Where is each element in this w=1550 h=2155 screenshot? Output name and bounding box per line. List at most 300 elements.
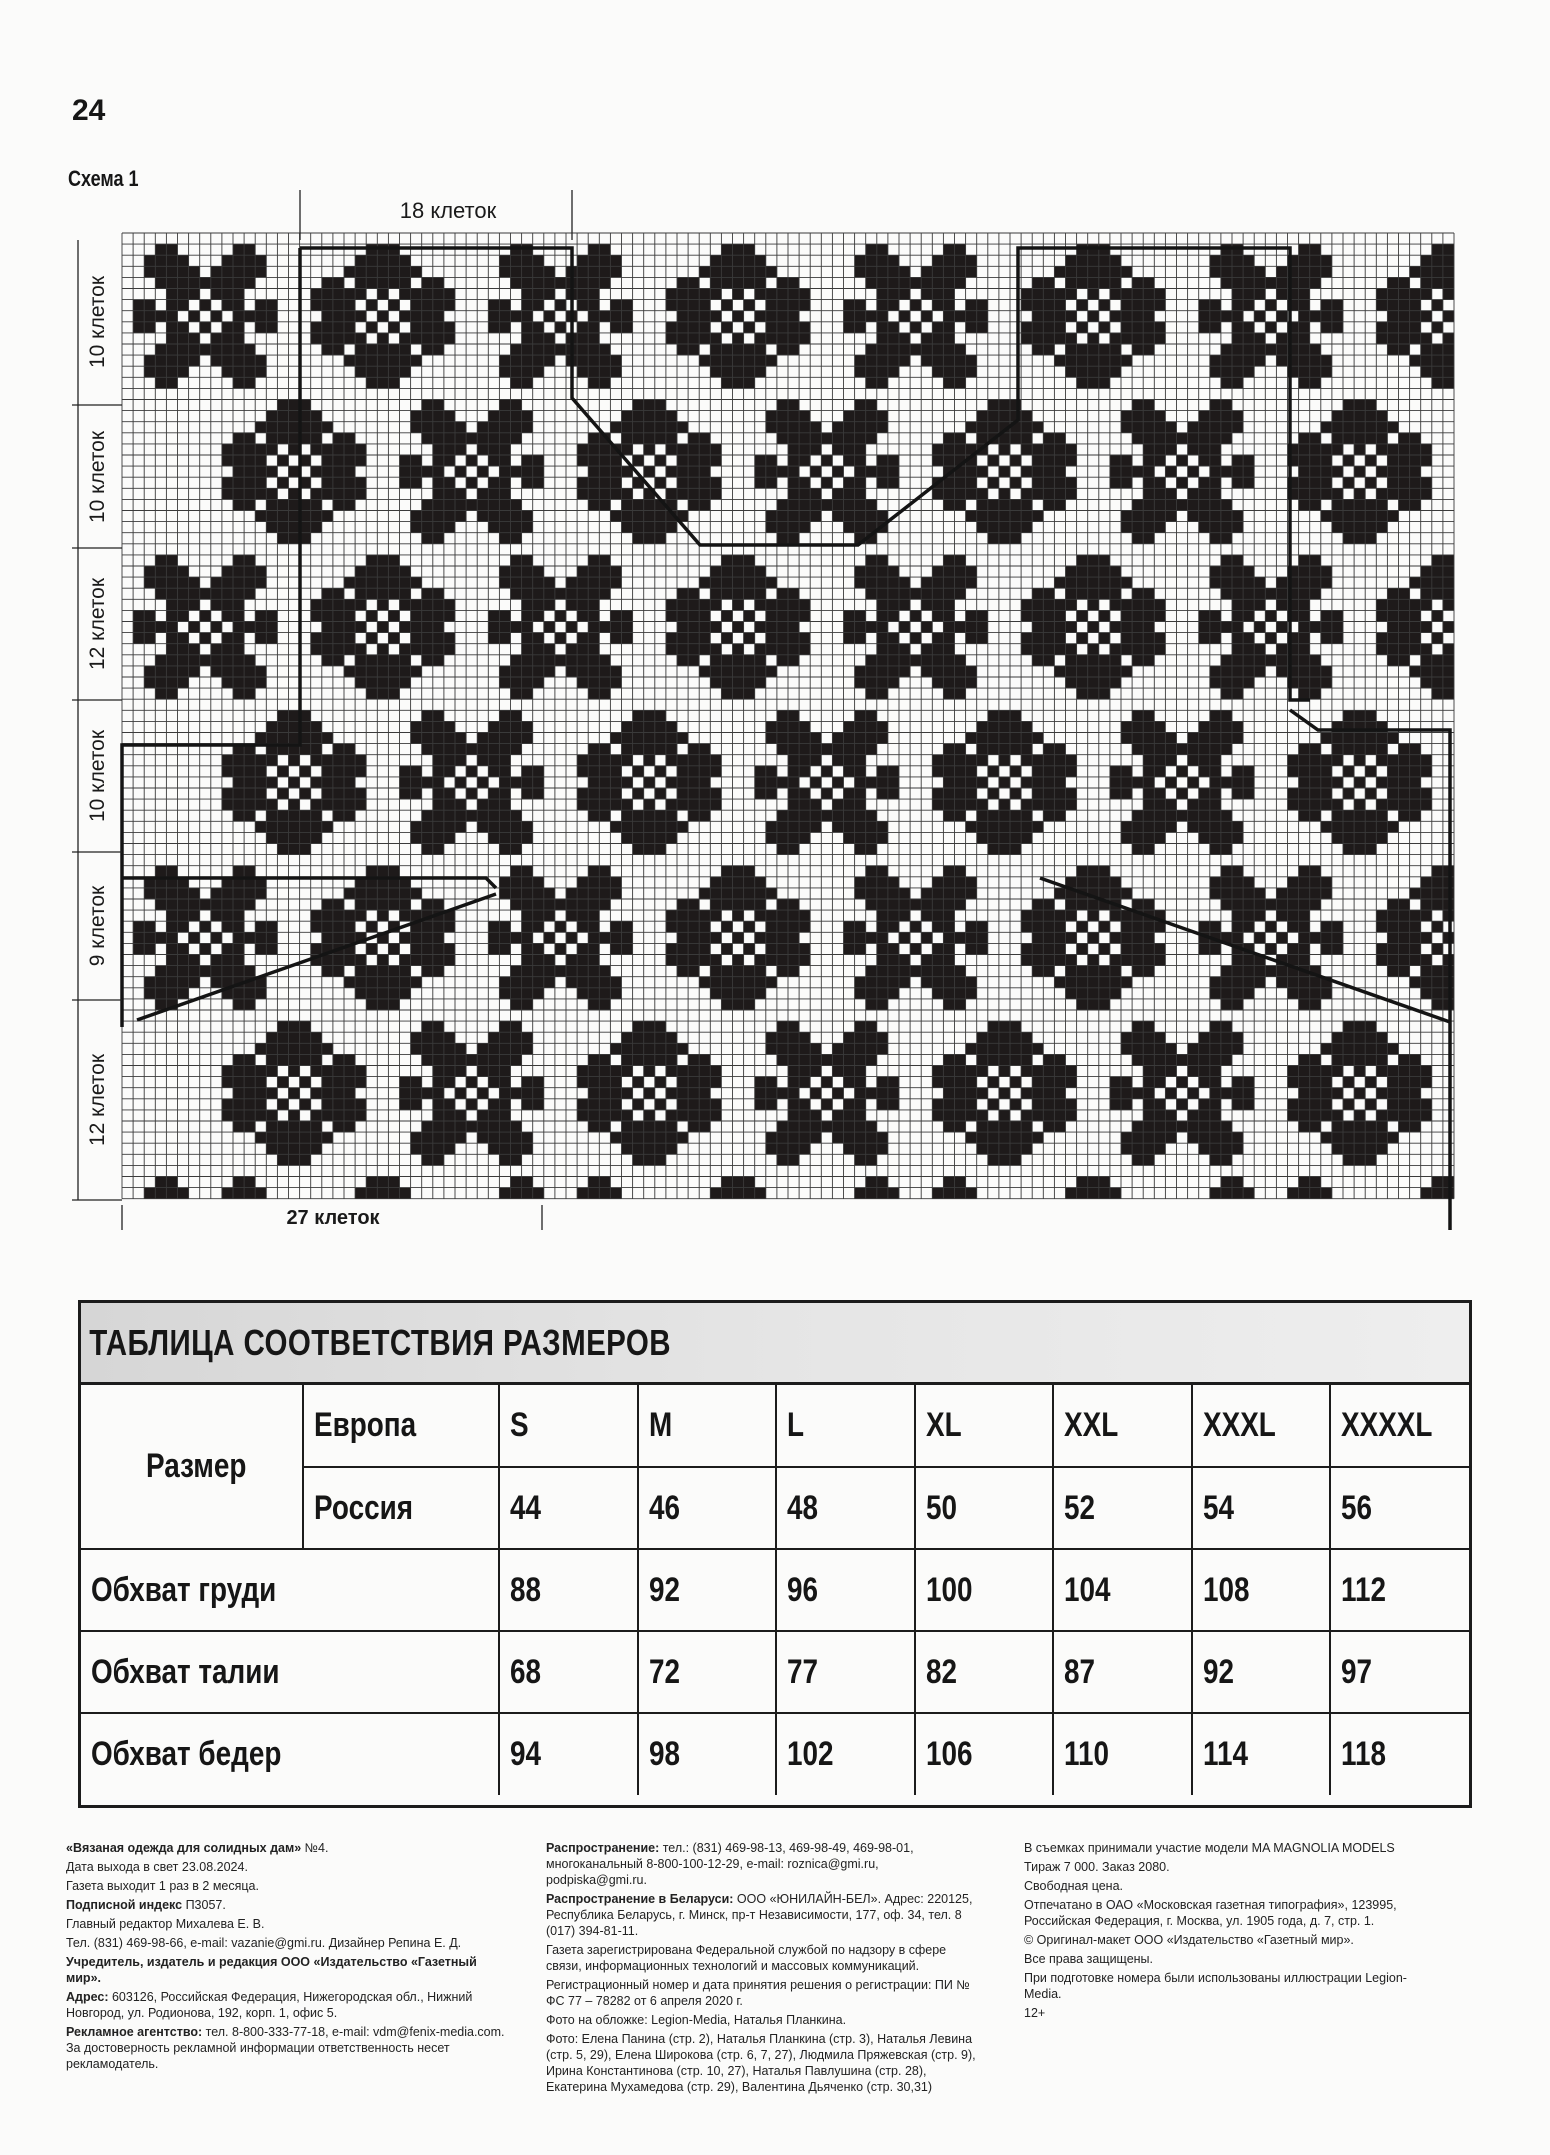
motif-cell (1432, 943, 1443, 954)
motif-cell (832, 422, 843, 433)
motif-cell (455, 511, 466, 522)
motif-cell (788, 300, 799, 311)
motif-cell (1043, 644, 1054, 655)
motif-cell (189, 344, 200, 355)
motif-cell (433, 721, 444, 732)
motif-cell (1321, 422, 1332, 433)
motif-cell (533, 344, 544, 355)
motif-cell (166, 921, 177, 932)
motif-cell (877, 588, 888, 599)
motif-cell (1410, 1088, 1421, 1099)
size-label: Размер (81, 1385, 303, 1549)
motif-cell (411, 888, 422, 899)
motif-cell (411, 333, 422, 344)
motif-cell (222, 610, 233, 621)
motif-cell (244, 255, 255, 266)
motif-cell (422, 1088, 433, 1099)
motif-cell (1254, 910, 1265, 921)
motif-cell (1365, 433, 1376, 444)
motif-cell (166, 1177, 177, 1188)
motif-cell (1321, 633, 1332, 644)
motif-cell (1421, 677, 1432, 688)
motif-cell (311, 433, 322, 444)
motif-cell (1088, 932, 1099, 943)
motif-cell (999, 1143, 1010, 1154)
motif-cell (1321, 366, 1332, 377)
motif-cell (921, 311, 932, 322)
motif-cell (189, 588, 200, 599)
measure-value: 97 (1330, 1631, 1469, 1713)
motif-cell (1299, 477, 1310, 488)
motif-cell (1121, 788, 1132, 799)
motif-cell (311, 411, 322, 422)
motif-cell (522, 1132, 533, 1143)
motif-cell (588, 477, 599, 488)
motif-cell (422, 899, 433, 910)
motif-cell (244, 866, 255, 877)
motif-cell (1254, 344, 1265, 355)
motif-cell (921, 344, 932, 355)
motif-cell (433, 322, 444, 333)
motif-cell (744, 943, 755, 954)
motif-cell (988, 499, 999, 510)
motif-cell (855, 400, 866, 411)
motif-cell (211, 355, 222, 366)
motif-cell (1299, 1121, 1310, 1132)
motif-cell (1077, 921, 1088, 932)
motif-cell (155, 622, 166, 633)
motif-cell (499, 366, 510, 377)
motif-cell (1376, 499, 1387, 510)
motif-cell (488, 1143, 499, 1154)
motif-cell (1343, 533, 1354, 544)
motif-cell (1365, 1132, 1376, 1143)
motif-cell (1432, 999, 1443, 1010)
motif-cell (688, 655, 699, 666)
motif-cell (910, 344, 921, 355)
motif-cell (366, 377, 377, 388)
motif-cell (1077, 588, 1088, 599)
motif-cell (899, 289, 910, 300)
motif-cell (366, 666, 377, 677)
motif-cell (1110, 977, 1121, 988)
motif-cell (1021, 322, 1032, 333)
motif-cell (244, 688, 255, 699)
motif-cell (1387, 821, 1398, 832)
motif-cell (655, 1099, 666, 1110)
motif-cell (244, 966, 255, 977)
motif-cell (499, 1043, 510, 1054)
motif-cell (322, 1077, 333, 1088)
motif-cell (577, 1066, 588, 1077)
motif-cell (144, 577, 155, 588)
motif-cell (322, 966, 333, 977)
motif-cell (943, 755, 954, 766)
motif-cell (899, 932, 910, 943)
motif-cell (344, 333, 355, 344)
motif-cell (522, 655, 533, 666)
motif-cell (1243, 477, 1254, 488)
motif-cell (1043, 477, 1054, 488)
motif-cell (1399, 588, 1410, 599)
motif-cell (1376, 1132, 1387, 1143)
motif-cell (1332, 1066, 1343, 1077)
motif-cell (877, 622, 888, 633)
motif-cell (977, 755, 988, 766)
motif-cell (1310, 899, 1321, 910)
motif-cell (1010, 810, 1021, 821)
motif-cell (1310, 366, 1321, 377)
footer-line: Рекламное агентство: тел. 8-800-333-77-18, e-mail: vdm@fenix-media.com. За достоверность рекламной информации ответственность несет рекламодатель. (66, 2025, 505, 2071)
motif-cell (844, 522, 855, 533)
footer-line: Главный редактор Михалева Е. В. (66, 1917, 265, 1931)
motif-cell (932, 877, 943, 888)
motif-cell (499, 821, 510, 832)
motif-cell (1132, 499, 1143, 510)
motif-cell (888, 788, 899, 799)
motif-cell (766, 599, 777, 610)
motif-cell (588, 921, 599, 932)
motif-cell (1110, 477, 1121, 488)
motif-cell (899, 311, 910, 322)
motif-cell (1354, 1021, 1365, 1032)
motif-cell (344, 577, 355, 588)
motif-cell (1299, 910, 1310, 921)
motif-cell (1276, 266, 1287, 277)
motif-cell (433, 1099, 444, 1110)
motif-cell (1021, 1043, 1032, 1054)
motif-cell (1243, 1188, 1254, 1199)
motif-cell (610, 577, 621, 588)
motif-cell (610, 488, 621, 499)
motif-cell (499, 1121, 510, 1132)
motif-cell (943, 1054, 954, 1065)
motif-cell (1032, 477, 1043, 488)
motif-cell (1054, 633, 1065, 644)
motif-cell (588, 377, 599, 388)
motif-cell (1310, 888, 1321, 899)
motif-cell (1321, 733, 1332, 744)
motif-cell (1376, 1032, 1387, 1043)
motif-cell (932, 577, 943, 588)
motif-cell (222, 488, 233, 499)
motif-cell (155, 688, 166, 699)
motif-cell (1254, 666, 1265, 677)
motif-cell (855, 766, 866, 777)
motif-cell (1243, 1099, 1254, 1110)
motif-cell (677, 488, 688, 499)
motif-cell (1032, 1077, 1043, 1088)
motif-cell (888, 588, 899, 599)
motif-cell (599, 366, 610, 377)
motif-cell (200, 588, 211, 599)
motif-cell (866, 932, 877, 943)
motif-cell (377, 566, 388, 577)
motif-cell (433, 511, 444, 522)
motif-cell (233, 1177, 244, 1188)
motif-cell (244, 999, 255, 1010)
motif-cell (522, 455, 533, 466)
motif-cell (577, 599, 588, 610)
motif-cell (433, 777, 444, 788)
motif-cell (877, 244, 888, 255)
motif-cell (499, 977, 510, 988)
motif-cell (1221, 966, 1232, 977)
motif-cell (1387, 777, 1398, 788)
motif-cell (1121, 289, 1132, 300)
motif-cell (222, 444, 233, 455)
motif-cell (955, 344, 966, 355)
motif-cell (566, 955, 577, 966)
motif-cell (255, 766, 266, 777)
motif-cell (289, 411, 300, 422)
motif-cell (710, 799, 721, 810)
motif-cell (1210, 477, 1221, 488)
motif-cell (677, 799, 688, 810)
motif-cell (1410, 633, 1421, 644)
motif-cell (1232, 655, 1243, 666)
motif-cell (610, 477, 621, 488)
motif-cell (1310, 866, 1321, 877)
motif-cell (488, 477, 499, 488)
motif-cell (522, 588, 533, 599)
motif-cell (1376, 466, 1387, 477)
motif-cell (777, 610, 788, 621)
motif-cell (1021, 1066, 1032, 1077)
motif-cell (1421, 988, 1432, 999)
motif-cell (1410, 921, 1421, 932)
motif-cell (1221, 1021, 1232, 1032)
motif-cell (1421, 277, 1432, 288)
motif-cell (577, 566, 588, 577)
motif-cell (311, 943, 322, 954)
motif-cell (988, 455, 999, 466)
motif-cell (244, 311, 255, 322)
motif-cell (777, 1021, 788, 1032)
motif-cell (622, 755, 633, 766)
motif-cell (311, 422, 322, 433)
motif-cell (1299, 1177, 1310, 1188)
motif-cell (733, 655, 744, 666)
motif-cell (388, 610, 399, 621)
motif-cell (677, 633, 688, 644)
motif-cell (966, 610, 977, 621)
motif-cell (688, 289, 699, 300)
motif-cell (844, 799, 855, 810)
motif-cell (377, 277, 388, 288)
motif-cell (955, 366, 966, 377)
motif-cell (566, 599, 577, 610)
motif-cell (300, 1043, 311, 1054)
motif-cell (422, 832, 433, 843)
motif-cell (222, 955, 233, 966)
motif-cell (1188, 1054, 1199, 1065)
motif-cell (1199, 1132, 1210, 1143)
motif-cell (366, 566, 377, 577)
motif-cell (1043, 277, 1054, 288)
motif-cell (588, 289, 599, 300)
motif-cell (411, 733, 422, 744)
motif-cell (832, 511, 843, 522)
motif-cell (799, 1054, 810, 1065)
motif-cell (144, 255, 155, 266)
motif-cell (1165, 499, 1176, 510)
motif-cell (1132, 899, 1143, 910)
motif-cell (932, 766, 943, 777)
motif-cell (588, 966, 599, 977)
motif-cell (1276, 599, 1287, 610)
motif-cell (599, 766, 610, 777)
motif-cell (144, 322, 155, 333)
motif-cell (433, 1043, 444, 1054)
motif-cell (322, 921, 333, 932)
motif-cell (777, 1088, 788, 1099)
motif-cell (1143, 1054, 1154, 1065)
motif-cell (1165, 1088, 1176, 1099)
motif-cell (699, 644, 710, 655)
motif-cell (877, 633, 888, 644)
motif-cell (588, 744, 599, 755)
motif-cell (1143, 766, 1154, 777)
motif-cell (744, 633, 755, 644)
motif-cell (999, 710, 1010, 721)
motif-cell (1077, 1177, 1088, 1188)
motif-cell (488, 744, 499, 755)
motif-cell (533, 289, 544, 300)
motif-cell (377, 866, 388, 877)
motif-cell (799, 599, 810, 610)
motif-cell (777, 533, 788, 544)
motif-cell (777, 333, 788, 344)
motif-cell (577, 899, 588, 910)
motif-cell (311, 1121, 322, 1132)
motif-cell (988, 844, 999, 855)
motif-cell (677, 733, 688, 744)
motif-cell (1332, 832, 1343, 843)
motif-cell (166, 644, 177, 655)
motif-cell (300, 821, 311, 832)
motif-cell (233, 466, 244, 477)
motif-cell (799, 1043, 810, 1054)
motif-cell (688, 277, 699, 288)
motif-cell (943, 677, 954, 688)
motif-cell (666, 1066, 677, 1077)
motif-cell (1132, 1088, 1143, 1099)
motif-cell (655, 455, 666, 466)
motif-cell (777, 1121, 788, 1132)
motif-cell (844, 300, 855, 311)
motif-cell (955, 433, 966, 444)
motif-cell (433, 311, 444, 322)
motif-cell (400, 677, 411, 688)
motif-cell (588, 932, 599, 943)
motif-cell (1410, 777, 1421, 788)
motif-cell (888, 921, 899, 932)
motif-cell (422, 499, 433, 510)
motif-cell (966, 977, 977, 988)
motif-cell (522, 977, 533, 988)
motif-cell (1376, 333, 1387, 344)
measure-value: 108 (1192, 1549, 1331, 1631)
motif-cell (455, 466, 466, 477)
motif-cell (1132, 644, 1143, 655)
motif-cell (1165, 422, 1176, 433)
motif-cell (866, 733, 877, 744)
motif-cell (1088, 644, 1099, 655)
motif-cell (222, 1188, 233, 1199)
motif-cell (499, 710, 510, 721)
motif-cell (422, 1154, 433, 1165)
motif-cell (1232, 333, 1243, 344)
motif-cell (477, 511, 488, 522)
motif-cell (1177, 1077, 1188, 1088)
motif-cell (1432, 566, 1443, 577)
motif-cell (388, 866, 399, 877)
motif-cell (522, 1177, 533, 1188)
motif-cell (277, 522, 288, 533)
motif-cell (633, 1077, 644, 1088)
motif-cell (322, 300, 333, 311)
motif-cell (733, 932, 744, 943)
motif-cell (155, 866, 166, 877)
motif-cell (610, 988, 621, 999)
motif-cell (355, 455, 366, 466)
motif-cell (1177, 788, 1188, 799)
motif-cell (133, 943, 144, 954)
motif-cell (1332, 633, 1343, 644)
motif-cell (955, 977, 966, 988)
motif-cell (311, 1032, 322, 1043)
motif-cell (610, 921, 621, 932)
motif-cell (233, 333, 244, 344)
motif-cell (877, 988, 888, 999)
motif-cell (433, 610, 444, 621)
motif-cell (255, 488, 266, 499)
motif-cell (1210, 888, 1221, 899)
motif-cell (244, 755, 255, 766)
motif-cell (1243, 344, 1254, 355)
motif-cell (289, 810, 300, 821)
motif-cell (1143, 943, 1154, 954)
motif-cell (166, 289, 177, 300)
motif-cell (377, 988, 388, 999)
motif-cell (1099, 877, 1110, 888)
motif-cell (522, 300, 533, 311)
motif-cell (1121, 888, 1132, 899)
motif-cell (366, 688, 377, 699)
motif-cell (1321, 921, 1332, 932)
motif-cell (677, 344, 688, 355)
motif-cell (1021, 289, 1032, 300)
motif-cell (844, 943, 855, 954)
motif-cell (1143, 444, 1154, 455)
motif-cell (488, 522, 499, 533)
motif-cell (832, 799, 843, 810)
motif-cell (1343, 844, 1354, 855)
motif-cell (766, 522, 777, 533)
motif-cell (277, 810, 288, 821)
motif-cell (255, 777, 266, 788)
motif-cell (677, 300, 688, 311)
motif-cell (499, 1143, 510, 1154)
motif-cell (1399, 633, 1410, 644)
motif-cell (233, 300, 244, 311)
motif-cell (966, 677, 977, 688)
motif-cell (1421, 266, 1432, 277)
motif-cell (566, 888, 577, 899)
motif-cell (377, 289, 388, 300)
motif-cell (999, 744, 1010, 755)
